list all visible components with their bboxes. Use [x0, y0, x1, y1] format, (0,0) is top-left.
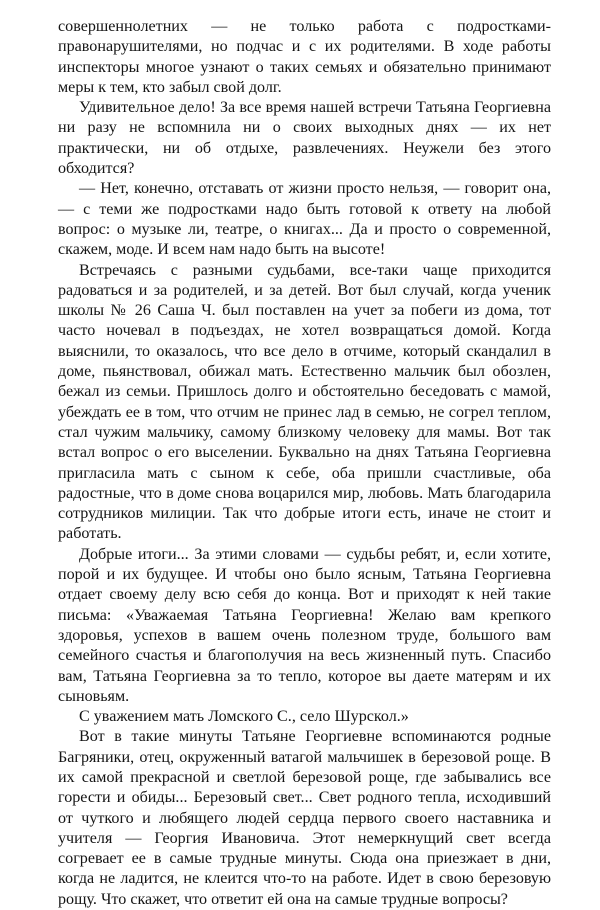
paragraph-continuation: совершеннолетних — не только работа с подростками-правонарушителями, но подчас и с их родителями. В ходе работы инспекторы многое узнают о таких семьях и обязательно принимают меры к тем, кто забыл свой долг. — [58, 18, 551, 96]
paragraph-good-results: Добрые итоги... За этими словами — судьбы ребят, и, если хотите, порой и их будущее. И чтобы оно было ясным, Татьяна Георгиевна отдает своему делу всю себя до конца. Вот и приходят к ней такие письма: «Уважаемая Татьяна Георгиевна! Желаю вам крепкого здоровья, успехов в вашем очень полезном труде, большого вам семейного счастья и благополучия на весь жизненный путь. Спасибо вам, Татьяна Георгиевна за то тепло, которое вы даете матерям и их сыновьям. — [58, 545, 551, 705]
body-text — [58, 17, 551, 910]
letter-signature: С уважением мать Ломского С., село Шурскол.» — [79, 708, 409, 726]
paragraph-reply: — Нет, конечно, отставать от жизни просто нельзя, — говорит она, — с теми же подростками надо быть готовой к ответу на любой вопрос: о музыке ли, театре, о книгах... Да и просто о современной, скажем, моде. И всем нам надо быть на высоте! — [58, 180, 551, 259]
paragraph-birch-grove: Вот в такие минуты Татьяне Георгиевне вспоминаются родные Багряники, отец, окруженный ватагой мальчишек в березовой роще. В их самой прекрасной и светлой березовой роще, где забывались все горести и обиды... Березовый свет... Свет родного тепла, исходивший от чуткого и любящего людей сердца первого своего наставника и учителя — Георгия Ивановича. Этот немеркнущий свет всегда согревает ее в самые трудные минуты. Сюда она приезжает в дни, когда не ладится, не клеится что-то на работе. Идет в свою березовую рощу. Что скажет, что ответит ей она на самые трудные вопросы? — [58, 728, 551, 908]
paragraph-days-off: Удивительное дело! За все время нашей встречи Татьяна Георгиевна ни разу не вспомнила ни о своих выходных днях — их нет практически, ни об отдыхе, развлечениях. Неужели без этого обходится? — [58, 99, 551, 178]
paragraph-sasha-case: Встречаясь с разными судьбами, все-таки чаще приходится радоваться и за родителей, и за детей. Вот был случай, когда ученик школы № 26 Саша Ч. был поставлен на учет за побеги из дома, тот часто ночевал в подъездах, не хотел возвращаться домой. Когда выяснили, то оказалось, что все дело в отчиме, который скандалил в доме, пьянствовал, обижал мать. Естественно мальчик был обозлен, бежал из семьи. Пришлось долго и обстоятельно беседовать с мамой, убеждать ее в том, что отчим не принес лад в семью, не согрел теплом, стал чужим мальчику, самому близкому человеку для мамы. Вот так встал вопрос о его выселении. Буквально на днях Татьяна Георгиевна пригласила мать с сыном к себе, оба пришли счастливые, оба радостные, что в доме снова воцарился мир, любовь. Мать благодарила сотрудников милиции. Так что добрые итоги есть, иначе не стоит и работать. — [58, 261, 551, 543]
